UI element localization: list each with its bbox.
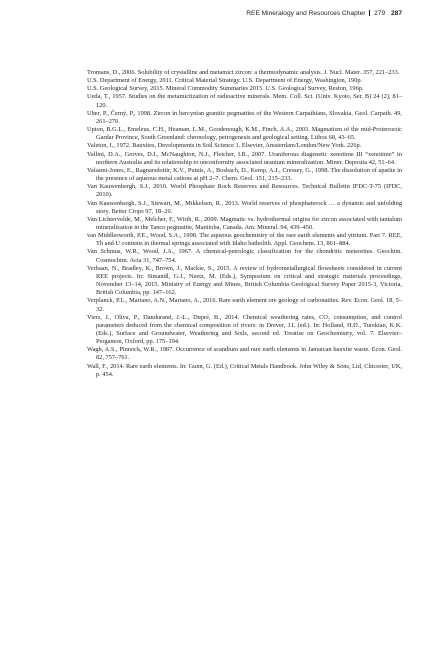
reference-entry: U.S. Department of Energy, 2011. Critical Material Strategy. U.S. Department of Energy, Washington, 190p. bbox=[87, 77, 363, 85]
chapter-label: Chapter bbox=[341, 10, 366, 17]
reference-entry: Ueda, T., 1957. Studies on the metamictization of radioactive minerals. Mem. Coll. Sci. (Univ. Kyoto, Ser. B) 24 (2), 81–120. bbox=[87, 93, 402, 109]
reference-entry: Van Lichtervelde, M., Melcher, F., Wirth, R., 2009. Magmatic vs. hydrothermal origins for zircon associated with tantalum mineralization in the Tanco pegmatite, Manitoba, Canada. Am. Mineral. 94, 439–450. bbox=[87, 215, 402, 231]
reference-entry: Van Schmus, W.R., Wood, J.A., 1967. A chemical-petrologic classification for the chondritic meteorites. Geochim. Cosmochim. Acta 31, 747–754. bbox=[87, 248, 402, 264]
reference-entry: Wall, F., 2014. Rare earth elements. In: Gunn, G. (Ed.), Critical Metals Handbook. John Wiley & Sons, Ltd, Chicester, UK, p. 454. bbox=[87, 362, 402, 378]
reference-entry: Van Kauwenbergh, S.J., Stewart, M., Mikkelsen, R., 2013. World reserves of phosphaterock … a dynamic and unfolding story. Better Crops 97, 18–20. bbox=[87, 199, 402, 215]
header-separator bbox=[369, 10, 370, 16]
reference-entry: Vallini, D.A., Groves, D.I., McNaughton, N.J., Fletcher, I.R., 2007. Uraniferous diagenetic xenotime III “xenotime” in northern Australia and its relationship to unconformity associated uranium mineralization. Miner. Deposita 42, 51–64. bbox=[87, 150, 402, 166]
page-number: 287 bbox=[390, 10, 402, 17]
reference-entry: van Middlesworth, P.E., Wood, S.A., 1998. The aqueous geochemistry of the rare earth elements and yttrium. Part 7. REE, Th and U contents in thermal springs associated with Idaho batholith. Appl. Geochem. 13, 861–884. bbox=[87, 232, 402, 248]
reference-entry: Viers, J., Oliva, P., Dandurand, J.-L., Dupré, B., 2014. Chemical weathering rates, CO₂ consumption, and control parameters deduced from the chemical composition of rivers: in Drever, J.I. (ed.). In: Holland, H.D., Turekian, K.K. (Eds.), Surface and Groundwater, Weathering and Soils, second ed. Treatise on Geochemistry, vol. 7. Elsevier–Pergamon, Oxford, pp. 175–194. bbox=[87, 313, 402, 346]
reference-entry: U.S. Geological Survey, 2015. Mineral Commodity Summaries 2015. U.S. Geological Survey, Reston, 196p. bbox=[87, 85, 364, 93]
reference-entry: Tromans, D., 2006. Solubility of crystalline and metamict zircon: a thermodynamic analysis. J. Nucl. Mater. 357, 221–233. bbox=[87, 69, 400, 76]
reference-entry: Verbaan, N., Bradley, K., Brown, J., Mackie, S., 2015. A review of hydrometallurgical flowsheets considered in current REE projects. In: Simandl, G.J., Neetz, M. (Eds.), Symposium on critical and strategic materials proceedings, November 13–14, 2015. Ministry of Energy and Mines, British Columbia Geological Survey Paper 2015-3, Victoria, British Columbia, pp. 147–162. bbox=[87, 264, 402, 297]
running-header bbox=[0, 8, 402, 20]
reference-entry: Upton, B.G.L., Emeleus, C.H., Heaman, L.M., Goodenough, K.M., Finch, A.A., 2003. Magmatism of the mid-Proterozoic Gardar Province, South Greenland: chronology, petrogenesis and geological setting. Lithos 68, 43–65. bbox=[87, 126, 402, 142]
reference-entry: Valsami-Jones, E., Ragnarsdottir, K.V., Putnis, A., Bosbach, D., Kemp, A.J., Cressey, G., 1998. The dissolution of apatite in the presence of aqueous metal cations at pH 2–7. Chem. Geol. 151, 215–233. bbox=[87, 166, 402, 183]
reference-entry: Wagh, A.S., Pinnock, W.R., 1987. Occurrence of scandium and rare earth elements in Jamaican bauxite waste. Econ. Geol. 82, 757–761. bbox=[87, 346, 402, 362]
reference-entry: Van Kauwenbergh, S.J., 2010. World Phosphate Rock Reserves and Resources. Technical Bulletin IFDC-T-75 (IFDC, 2010). bbox=[87, 183, 402, 199]
reference-entry: Valeton, I., 1972. Bauxites, Developments in Soil Science 1. Elsevier, Amsterdam/London/New York. 226p. bbox=[87, 142, 362, 150]
book-title: REE Mineralogy and Resources bbox=[246, 10, 341, 17]
reference-entry: Uher, P., Černý, P., 1998. Zircon in hercynian granitic pegmatites of the Western Carpathians, Slovakia. Geol. Carpath. 49, 261–270. bbox=[87, 109, 402, 125]
reference-list bbox=[87, 69, 402, 379]
reference-entry: Verplanck, P.L., Mariano, A.N., Mariano, A., 2016. Rare earth element ore geology of carbonatites. Rev. Econ. Geol. 18, 5–32. bbox=[87, 297, 402, 313]
chapter-number: 279 bbox=[374, 10, 386, 17]
